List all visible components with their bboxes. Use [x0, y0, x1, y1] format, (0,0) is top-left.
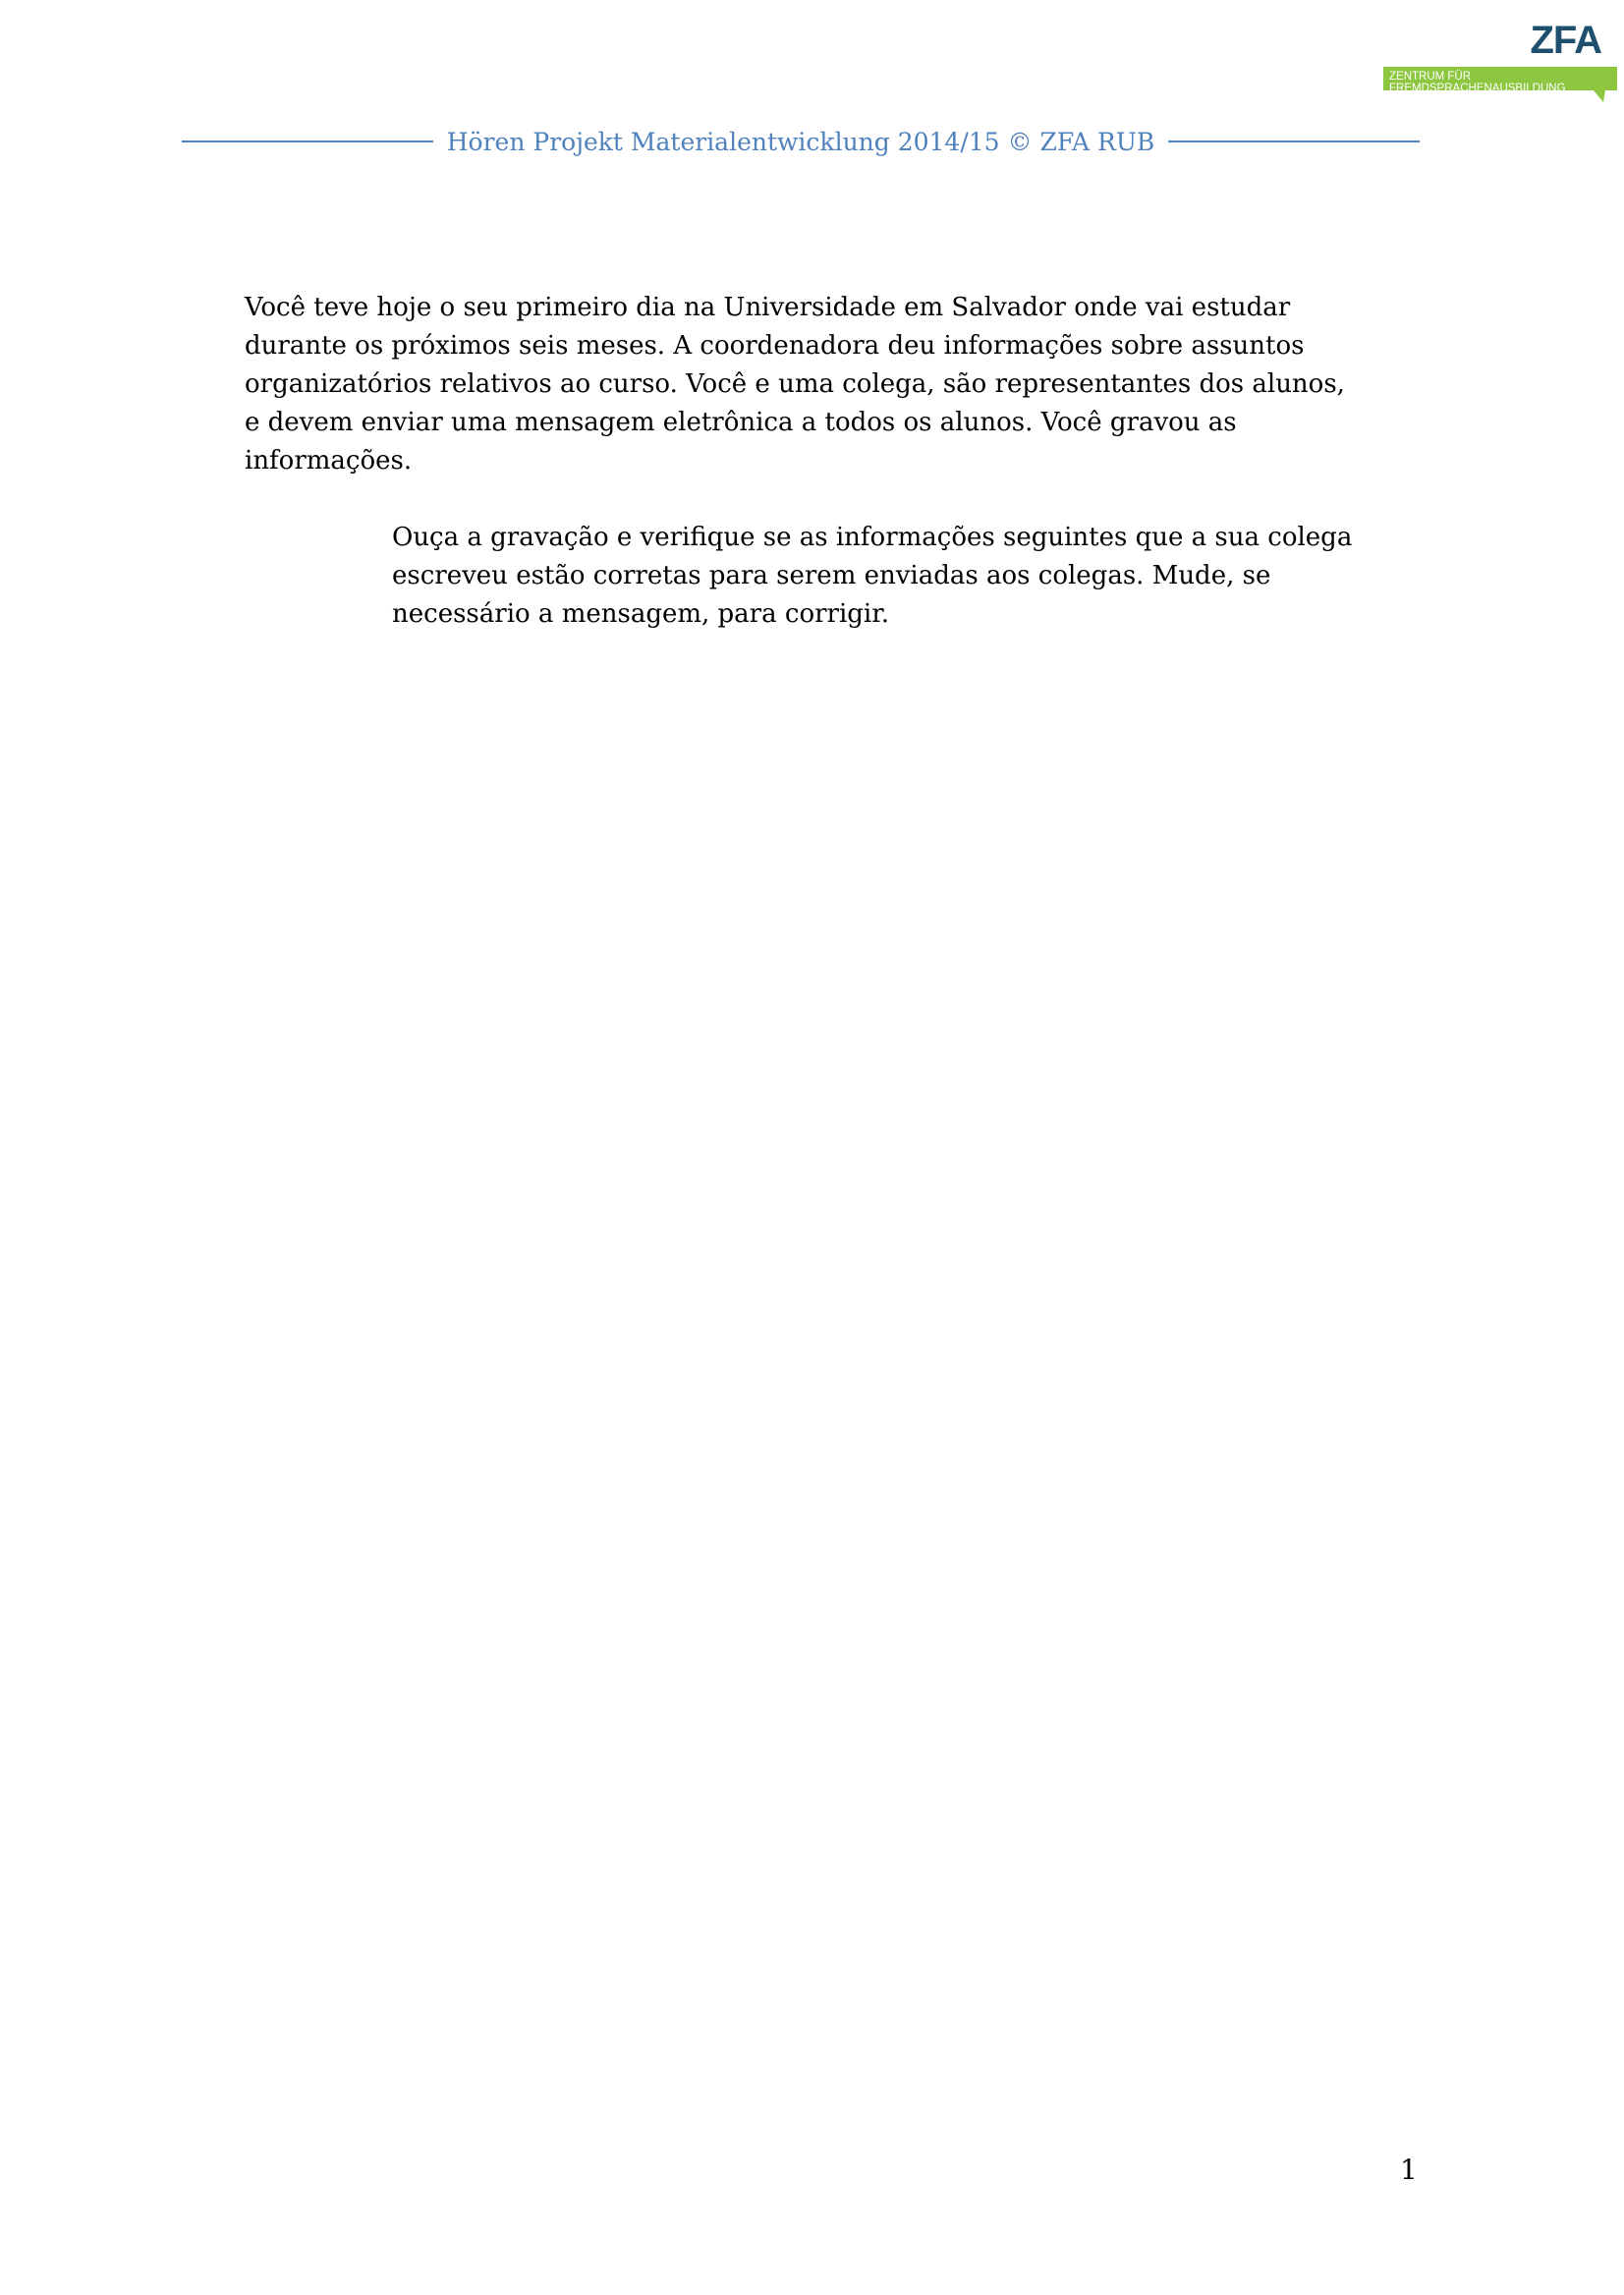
intro-line: organizatórios relativos ao curso. Você e uma colega, são representantes dos alunos,: [245, 369, 1345, 399]
header-rule-left: [182, 140, 433, 142]
task-line: Ouça a gravação e verifique se as informações seguintes que a sua colega: [392, 523, 1353, 552]
logo-line-1: ZENTRUM FÜR: [1389, 71, 1472, 83]
logo-flag: [1383, 45, 1617, 102]
intro-line: Você teve hoje o seu primeiro dia na Universidade em Salvador onde vai estudar: [245, 293, 1291, 322]
header-rule-right: [1168, 140, 1420, 142]
intro-line: durante os próximos seis meses. A coordenadora deu informações sobre assuntos: [245, 331, 1305, 361]
header-text: Hören Projekt Materialentwicklung 2014/15 © ZFA RUB: [446, 127, 1155, 156]
intro-line: informações.: [245, 446, 413, 476]
page-header: [182, 122, 1420, 161]
logo-letters: ZFA: [1530, 19, 1601, 62]
task-line: necessário a mensagem, para corrigir.: [392, 599, 890, 629]
logo-line-2: FREMDSPRACHENAUSBILDUNG: [1389, 83, 1566, 94]
task-paragraph: [392, 519, 1433, 634]
intro-line: e devem enviar uma mensagem eletrônica a todos os alunos. Você gravou as: [245, 408, 1237, 437]
intro-paragraph: [245, 289, 1443, 480]
zfa-logo: [1383, 18, 1617, 102]
page-number: 1: [1400, 2154, 1418, 2186]
task-line: escreveu estão corretas para serem enviadas aos colegas. Mude, se: [392, 561, 1271, 590]
